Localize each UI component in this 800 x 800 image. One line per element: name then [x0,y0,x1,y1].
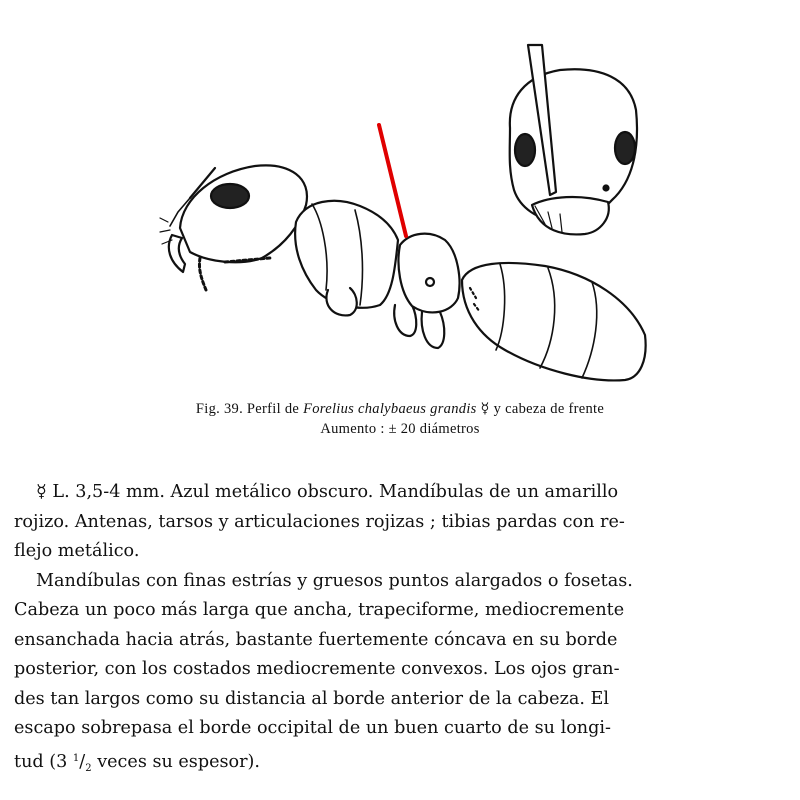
caption-symbol: ☿ [480,401,490,417]
text-line: ensanchada hacia atrás, bastante fuertemente cóncava en su borde [14,629,618,650]
text-line: Mandíbulas con finas estrías y gruesos puntos alargados o fosetas. [36,570,633,591]
paragraph-2 [14,567,786,784]
text-line: rojizo. Antenas, tarsos y articulaciones rojizas ; tibias pardas con re- [14,511,625,532]
paragraph-1 [14,478,786,567]
frontal-eye-right [615,132,635,164]
text-line: flejo metálico. [14,541,140,561]
worker-symbol: ☿ [36,482,47,502]
caption-species: Forelius chalybaeus grandis [303,401,477,417]
text-line: veces su espesor). [91,751,260,772]
text-line: escapo sobrepasa el borde occipital de un buen cuarto de su longi- [14,718,611,738]
figure-caption-line2: Aumento : ± 20 diámetros [320,421,480,437]
frontal-eye-left [515,134,535,166]
figure-caption [0,401,800,418]
profile-head [180,165,307,262]
fraction-numerator: 1 [72,752,80,764]
frontal-head [510,45,637,234]
profile-petiole [399,234,460,313]
ant-illustration [0,0,800,390]
body-text [14,478,786,783]
text-line: des tan largos como su distancia al borde anterior de la cabeza. El [14,688,610,709]
caption-suffix: y cabeza de frente [489,401,605,417]
fraction-slash: / [79,751,86,772]
text-line: tud (3 [14,751,73,772]
text-line: Cabeza un poco más larga que ancha, trapeciforme, mediocremente [14,600,625,620]
text-line: posterior, con los costados mediocremente convexos. Los ojos gran- [14,659,620,679]
text-line: L. 3,5-4 mm. Azul metálico obscuro. Mandíbulas de un amarillo [46,482,619,502]
fraction-denominator: 2 [85,762,92,774]
caption-prefix: Fig. 39. Perfil de [195,401,304,417]
profile-eye [211,184,249,208]
